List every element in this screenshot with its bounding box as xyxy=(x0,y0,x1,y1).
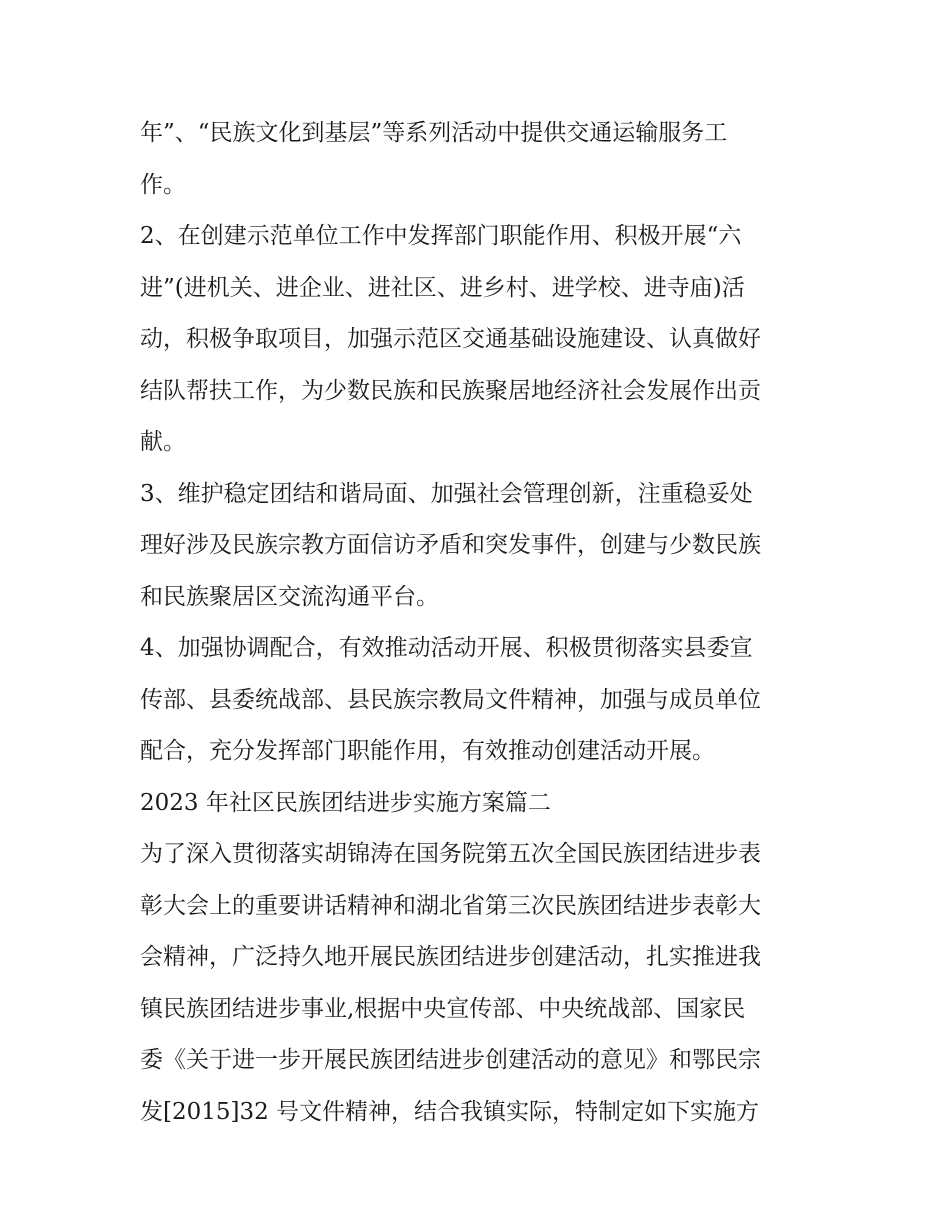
text-line: 彰大会上的重要讲话精神和湖北省第三次民族团结进步表彰大 xyxy=(140,892,761,919)
section-heading: 2023 年社区民族团结进步实施方案篇二 xyxy=(140,789,551,816)
text-line: 动，积极争取项目，加强示范区交通基础设施建设、认真做好 xyxy=(140,326,761,352)
text-line: 结队帮扶工作，为少数民族和民族聚居地经济社会发展作出贡 xyxy=(140,377,761,404)
text-line: 进”(进机关、进企业、进社区、进乡村、进学校、进寺庙)活 xyxy=(140,274,745,301)
text-line: 献。 xyxy=(140,429,186,455)
text-line: 年”、“民族文化到基层”等系列活动中提供交通运输服务工 xyxy=(140,120,728,146)
text-line: 理好涉及民族宗教方面信访矛盾和突发事件，创建与少数民族 xyxy=(140,532,761,558)
text-line: 委《关于进一步开展民族团结进步创建活动的意见》和鄂民宗 xyxy=(140,1047,761,1073)
text-line: 发[2015]32 号文件精神，结合我镇实际，特制定如下实施方 xyxy=(140,1098,760,1125)
document-body xyxy=(140,108,830,1138)
text-line: 2、在创建示范单位工作中发挥部门职能作用、积极开展“六 xyxy=(140,223,742,249)
text-line: 作。 xyxy=(140,171,186,198)
text-line: 4、加强协调配合，有效推动活动开展、积极贯彻落实县委宣 xyxy=(140,635,753,661)
text-line: 传部、县委统战部、县民族宗教局文件精神，加强与成员单位 xyxy=(140,686,761,713)
text-line: 为了深入贯彻落实胡锦涛在国务院第五次全国民族团结进步表 xyxy=(140,841,761,867)
text-line: 会精神，广泛持久地开展民族团结进步创建活动，扎实推进我 xyxy=(140,944,761,970)
text-line: 和民族聚居区交流沟通平台。 xyxy=(140,583,439,610)
text-line: 3、维护稳定团结和谐局面、加强社会管理创新，注重稳妥处 xyxy=(140,480,753,507)
text-line: 配合，充分发挥部门职能作用，有效推动创建活动开展。 xyxy=(140,738,715,764)
text-line: 镇民族团结进步事业,根据中央宣传部、中央统战部、国家民 xyxy=(140,995,746,1022)
